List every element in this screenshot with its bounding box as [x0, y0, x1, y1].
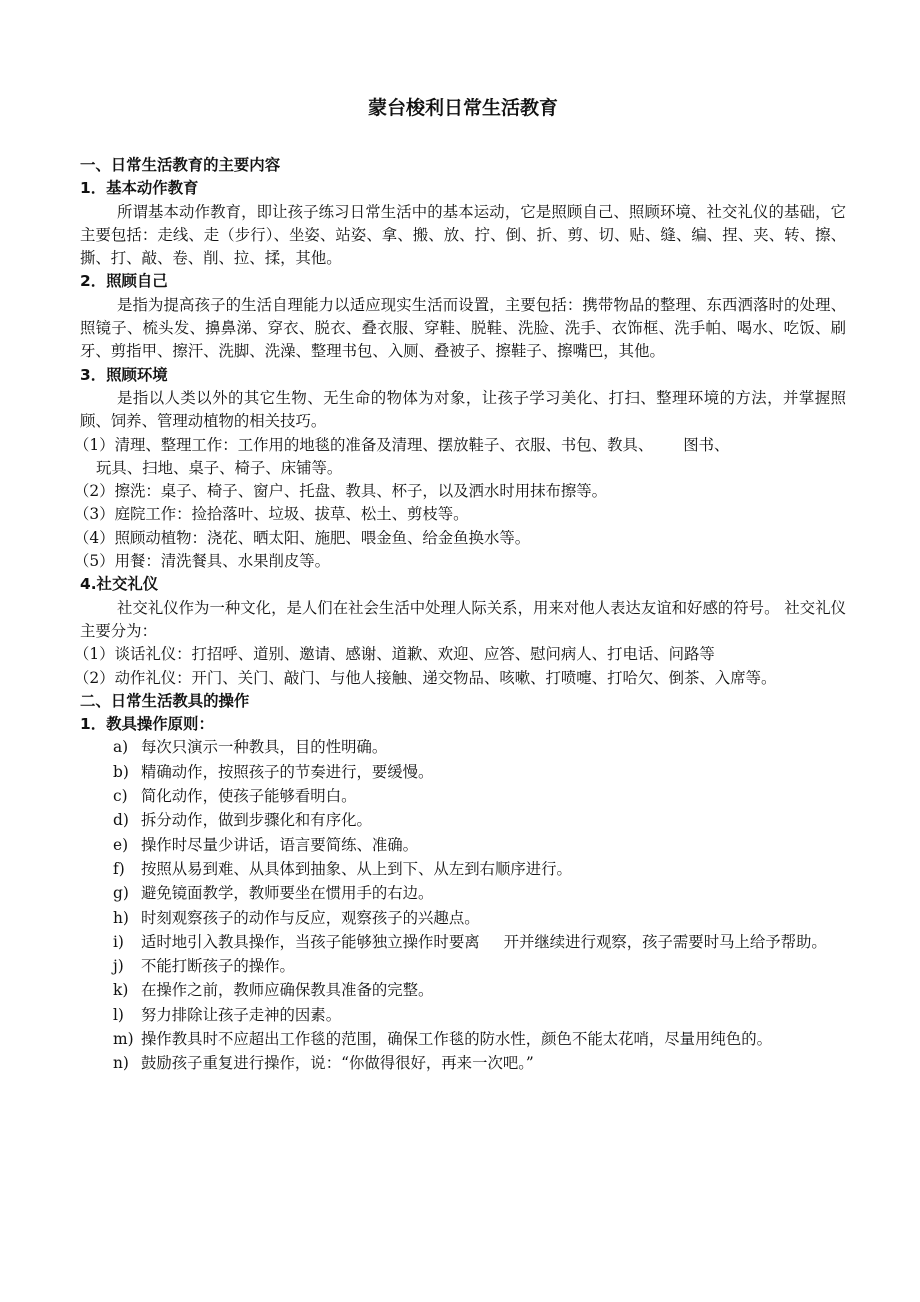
list-item	[80, 834, 846, 857]
list-item-text: 每次只演示一种教具，目的性明确。	[141, 738, 388, 757]
list-item	[80, 931, 846, 954]
list-item-text: 适时地引入教具操作，当孩子能够独立操作时要离	[141, 932, 480, 951]
list-item-text: 避免镜面教学，教师要坐在惯用手的右边。	[141, 884, 434, 903]
list-item-text: 操作时尽量少讲话，语言要简练、准确。	[141, 835, 419, 854]
list-item	[80, 736, 846, 759]
list-item-text: 精确动作，按照孩子的节奏进行，要缓慢。	[141, 762, 434, 781]
list-item-text: 不能打断孩子的操作。	[141, 957, 295, 976]
list-item-text: 时刻观察孩子的动作与反应，观察孩子的兴趣点。	[141, 908, 480, 927]
subheading-social-etiquette: 4.社交礼仪	[80, 575, 159, 594]
list-item-text: 简化动作，使孩子能够看明白。	[141, 787, 357, 806]
list-marker: m)	[113, 1029, 134, 1048]
paragraph-basic-actions: 所谓基本动作教育，即让孩子练习日常生活中的基本运动，它是照顾自己、照顾环境、社交礼仪的基础，它主要包括：走线、走（步行）、坐姿、站姿、拿、搬、放、拧、倒、折、剪、切、贴、缝、编、捏、夹、转、擦、撕、打、敲、卷、削、拉、揉，其他。	[80, 202, 846, 268]
environment-item-1-tail: 图书、	[683, 435, 730, 454]
list-marker: f)	[113, 859, 125, 878]
list-marker: n)	[113, 1054, 129, 1073]
list-item	[80, 1052, 846, 1075]
list-marker: c)	[113, 787, 128, 806]
list-marker: b)	[113, 762, 129, 781]
list-marker: l)	[113, 1005, 124, 1024]
list-item	[80, 761, 846, 784]
list-item-text: 按照从易到难、从具体到抽象、从上到下、从左到右顺序进行。	[141, 859, 572, 878]
principles-list	[80, 736, 846, 1075]
list-item	[80, 858, 846, 881]
list-item-text: 努力排除让孩子走神的因素。	[141, 1005, 342, 1024]
environment-item-3: （3）庭院工作：捡拾落叶、垃圾、拔草、松土、剪枝等。	[74, 505, 469, 524]
list-item	[80, 955, 846, 978]
section-heading-operation: 二、日常生活教具的操作	[80, 691, 250, 710]
environment-item-2: （2）擦洗：桌子、椅子、窗户、托盘、教具、杯子，以及洒水时用抹布擦等。	[74, 482, 608, 501]
list-item	[80, 809, 846, 832]
page-title: 蒙台梭利日常生活教育	[367, 97, 558, 119]
list-item	[80, 907, 846, 930]
list-marker: k)	[113, 981, 129, 1000]
subheading-principles: 1．教具操作原则：	[80, 715, 214, 734]
social-item-1: （1）谈话礼仪：打招呼、道别、邀请、感谢、道歉、欢迎、应答、慰问病人、打电话、问路等	[74, 645, 715, 664]
list-item	[80, 1028, 846, 1051]
list-item	[80, 1004, 846, 1027]
section-heading-content: 一、日常生活教育的主要内容	[80, 156, 281, 174]
subheading-environment-care: 3．照顾环境	[80, 365, 168, 384]
list-item-text-tail: 开并继续进行观察，孩子需要时马上给予帮助。	[503, 932, 827, 951]
list-marker: i)	[113, 932, 124, 951]
subheading-basic-actions: 1．基本动作教育	[80, 179, 199, 198]
environment-item-1-text: （1）清理、整理工作：工作用的地毯的准备及清理、摆放鞋子、衣服、书包、教具、	[74, 435, 654, 454]
paragraph-self-care: 是指为提高孩子的生活自理能力以适应现实生活而设置，主要包括：携带物品的整理、东西洒落时的处理、照镜子、梳头发、擤鼻涕、穿衣、脱衣、叠衣服、穿鞋、脱鞋、洗脸、洗手、衣饰框、洗手帕、喝水、吃饭、刷牙、剪指甲、擦汗、洗脚、洗澡、整理书包、入厕、叠被子、擦鞋子、擦嘴巴，其他。	[80, 295, 846, 361]
environment-item-1-continuation: 玩具、扫地、桌子、椅子、床铺等。	[96, 458, 343, 477]
document-page	[74, 96, 846, 1077]
list-item-text: 在操作之前，教师应确保教具准备的完整。	[141, 981, 434, 1000]
list-marker: j)	[113, 957, 124, 976]
environment-item-1	[74, 434, 846, 457]
subheading-self-care: 2．照顾自己	[80, 272, 168, 291]
list-marker: g)	[113, 884, 129, 903]
list-item	[80, 979, 846, 1002]
list-item	[80, 882, 846, 905]
list-item-text: 操作教具时不应超出工作毯的范围，确保工作毯的防水性，颜色不能太花哨，尽量用纯色的。	[141, 1029, 773, 1048]
list-marker: a)	[113, 738, 129, 757]
list-marker: h)	[113, 908, 129, 927]
list-item	[80, 785, 846, 808]
paragraph-environment-care: 是指以人类以外的其它生物、无生命的物体为对象，让孩子学习美化、打扫、整理环境的方法，并掌握照顾、饲养、管理动植物的相关技巧。	[80, 388, 846, 431]
environment-item-4: （4）照顾动植物：浇花、晒太阳、施肥、喂金鱼、给金鱼换水等。	[74, 528, 531, 547]
list-marker: e)	[113, 835, 129, 854]
list-item-text: 拆分动作，做到步骤化和有序化。	[141, 811, 372, 830]
environment-item-5: （5）用餐：清洗餐具、水果削皮等。	[74, 552, 331, 571]
paragraph-social-etiquette: 社交礼仪作为一种文化，是人们在社会生活中处理人际关系，用来对他人表达友谊和好感的符号。 社交礼仪主要分为：	[80, 598, 846, 640]
list-marker: d)	[113, 811, 129, 830]
list-item-text: 鼓励孩子重复进行操作，说：“你做得很好，再来一次吧。”	[141, 1054, 534, 1073]
social-item-2: （2）动作礼仪：开门、关门、敲门、与他人接触、递交物品、咳嗽、打喷嚏、打哈欠、倒茶、入席等。	[74, 668, 777, 687]
